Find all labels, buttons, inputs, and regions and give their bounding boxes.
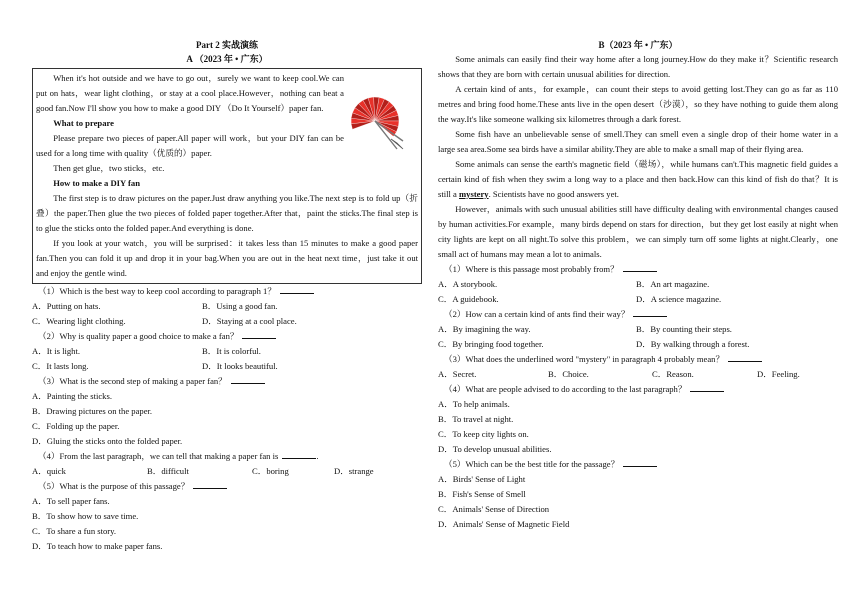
- passage-a-paragraph-4: The first step is to draw pictures on the paper.Just draw anything you like.The next step is to fold up（折叠）the paper.Then glue the two pieces of folded paper together.After that，paint the sticks.The final step is to glue the sticks onto the folded paper.And everything is done.: [36, 193, 418, 233]
- option-a5-c: C．To share a fun story.: [32, 526, 117, 536]
- question-a2: [38, 329, 422, 344]
- passage-b-paragraph-3: Some fish have an unbelievable sense of smell.They can smell even a single drop of their home water in a large sea area.Some sea birds have a similar ability.They are able to make a small map of their flying area.: [438, 129, 838, 154]
- option-a2-a: A．It is light.: [32, 346, 80, 356]
- question-a4: （4）From the last paragraph，we can tell that making a paper fan is .: [38, 451, 319, 461]
- option-a4-d: D．strange: [334, 466, 374, 476]
- question-a3-stem: （3）What is the second step of making a paper fan？: [38, 376, 227, 386]
- question-b3-stem: （3）What does the underlined word "mystery" in paragraph 4 probably mean？: [444, 354, 725, 364]
- option-b1-b: B．An art magazine.: [636, 279, 710, 289]
- answer-blank: [280, 285, 314, 294]
- passage-b-paragraph-2: A certain kind of ants，for example，can count their steps to avoid getting lost.They can go as far as 110 metres and bring food home.These ants live in the open desert（沙漠），so they have nothing to guide them along the way.It's like someone walking six kilometres through a dark forest.: [438, 84, 838, 124]
- paragraph-4-text: Some animals can sense the earth's magnetic field（磁场），while humans can't.This magnetic field guides a certain kind of fish when they swim a long way to a place and then back.How can this kind of fish do that？It is still a: [438, 159, 838, 199]
- option-a5-a: A．To sell paper fans.: [32, 496, 110, 506]
- option-a3-a: A．Painting the sticks.: [32, 391, 112, 401]
- passage-b-column: [438, 38, 838, 532]
- option-b3-d: D．Feeling.: [757, 369, 800, 379]
- answer-blank: [242, 330, 276, 339]
- passage-b: [438, 52, 838, 262]
- option-b2-a: A．By imagining the way.: [438, 324, 531, 334]
- option-a1-a: A．Putting on hats.: [32, 301, 101, 311]
- answer-blank: [193, 480, 227, 489]
- option-a3-c: C．Folding up the paper.: [32, 421, 120, 431]
- option-a4-b: B．difficult: [147, 466, 189, 476]
- section-a-title: A （2023 年 • 广东）: [186, 54, 268, 64]
- option-a5-b: B．To show how to save time.: [32, 511, 139, 521]
- option-a4-a: A．quick: [32, 466, 66, 476]
- option-b1-c: C．A guidebook.: [438, 294, 499, 304]
- question-a3: [38, 374, 422, 389]
- options-b1-row1: [438, 277, 838, 292]
- option-b2-b: B．By counting their steps.: [636, 324, 732, 334]
- passage-a-column: [32, 38, 422, 554]
- answer-blank: [690, 383, 724, 392]
- option-b4-d: D．To develop unusual abilities.: [438, 444, 552, 454]
- question-b2-stem: （2）How can a certain kind of ants find their way？: [444, 309, 630, 319]
- answer-blank: [623, 458, 657, 467]
- question-b5-stem: （5）Which can be the best title for the passage？: [444, 459, 620, 469]
- question-a2-stem: （2）Why is quality paper a good choice to make a fan？: [38, 331, 239, 341]
- question-a4-stem: （4）From the last paragraph，we can tell that making a paper fan is: [38, 451, 279, 461]
- answer-blank: [633, 308, 667, 317]
- option-b4-c: C．To keep city lights on.: [438, 429, 529, 439]
- paper-fan-illustration: [351, 91, 413, 161]
- question-b3: [444, 352, 838, 367]
- options-b1-row2: [438, 292, 838, 307]
- question-a5-stem: （5）What is the purpose of this passage？: [38, 481, 190, 491]
- question-b5: [444, 457, 838, 472]
- options-b2-row1: [438, 322, 838, 337]
- option-a4-c: C．boring: [252, 466, 289, 476]
- option-a2-d: D．It looks beautiful.: [202, 361, 278, 371]
- answer-blank: [282, 450, 316, 459]
- options-a2-row1: [32, 344, 422, 359]
- option-b5-b: B．Fish's Sense of Smell: [438, 489, 526, 499]
- question-a5: [38, 479, 422, 494]
- option-a1-c: C．Wearing light clothing.: [32, 316, 126, 326]
- passage-a-paragraph-2: Please prepare two pieces of paper.All paper will work，but your DIY fan can be used for a long time with quality（优质的）paper.: [36, 133, 344, 158]
- question-b2: [444, 307, 838, 322]
- option-a2-b: B．It is colorful.: [202, 346, 261, 356]
- options-a1-row2: [32, 314, 422, 329]
- option-b5-c: C．Animals' Sense of Direction: [438, 504, 550, 514]
- passage-a-paragraph-5: If you look at your watch，you will be surprised：it takes less than 15 minutes to make a good paper fan.Then you can fold it up and drop it in your bag.When you are out in the heat next time，just take it out and enjoy the gentle wind.: [36, 238, 418, 278]
- option-b3-b: B．Choice.: [548, 369, 589, 379]
- options-a2-row2: [32, 359, 422, 374]
- option-a3-b: B．Drawing pictures on the paper.: [32, 406, 153, 416]
- question-b1-stem: （1）Where is this passage most probably from？: [444, 264, 619, 274]
- question-b4-stem: （4）What are people advised to do according to the last paragraph？: [444, 384, 687, 394]
- options-b3-row: [438, 367, 838, 382]
- passage-b-paragraph-1: Some animals can easily find their way home after a long journey.How do they make it？Scientific research shows that they are born with certain unusual abilities for direction.: [438, 54, 838, 79]
- option-a5-d: D．To teach how to make paper fans.: [32, 541, 163, 551]
- option-b4-b: B．To travel at night.: [438, 414, 514, 424]
- option-b5-d: D．Animals' Sense of Magnetic Field: [438, 519, 570, 529]
- option-b1-a: A．A storybook.: [438, 279, 498, 289]
- option-b3-c: C．Reason.: [652, 369, 694, 379]
- option-b1-d: D．A science magazine.: [636, 294, 722, 304]
- part-title: Part 2 实战演练: [196, 40, 258, 50]
- passage-a-box: [32, 68, 422, 284]
- option-a1-d: D．Staying at a cool place.: [202, 316, 297, 326]
- section-b-title: B（2023 年 • 广东）: [598, 40, 678, 50]
- option-b5-a: A．Birds' Sense of Light: [438, 474, 526, 484]
- subheading-prepare: What to prepare: [53, 118, 114, 128]
- answer-blank: [623, 263, 657, 272]
- underlined-word-mystery: mystery: [459, 189, 489, 199]
- question-a1: [38, 284, 422, 299]
- passage-a-paragraph-1: When it's hot outside and we have to go out，surely we want to keep cool.We can put on hats，wear light clothing，or stay at a cool place.However，nothing can beat a good fan.Now I'll show you how to make a good DIY （Do It Yourself）paper fan.: [36, 73, 344, 113]
- option-b2-c: C．By bringing food together.: [438, 339, 544, 349]
- questions-b: [438, 262, 838, 532]
- question-a1-stem: （1）Which is the best way to keep cool according to paragraph 1？: [38, 286, 276, 296]
- option-b2-d: D．By walking through a forest.: [636, 339, 750, 349]
- option-a2-c: C．It lasts long.: [32, 361, 89, 371]
- subheading-how-to: How to make a DIY fan: [53, 178, 140, 188]
- answer-blank: [728, 353, 762, 362]
- option-a3-d: D．Gluing the sticks onto the folded paper.: [32, 436, 183, 446]
- question-b4: [444, 382, 838, 397]
- option-b4-a: A．To help animals.: [438, 399, 510, 409]
- options-a1-row1: [32, 299, 422, 314]
- passage-a-paragraph-3: Then get glue，two sticks，etc.: [53, 163, 165, 173]
- answer-blank: [231, 375, 265, 384]
- option-a1-b: B．Using a good fan.: [202, 301, 278, 311]
- question-b1: [444, 262, 838, 277]
- paragraph-4-tail: . Scientists have no good answers yet.: [488, 189, 619, 199]
- questions-a: [32, 284, 422, 554]
- option-b3-a: A．Secret.: [438, 369, 477, 379]
- passage-b-paragraph-5: However，animals with such unusual abilities still have difficulty dealing with environmental changes caused by human activities.For example，many birds depend on stars for direction，but they get lost easily at night when city lights are kept on all night.To solve this problem，we can simply turn off some lights at night.Clearly，one small act of humans may mean a lot to animals.: [438, 204, 838, 259]
- options-a4-row: [32, 464, 422, 479]
- passage-b-paragraph-4: [438, 157, 838, 202]
- options-b2-row2: [438, 337, 838, 352]
